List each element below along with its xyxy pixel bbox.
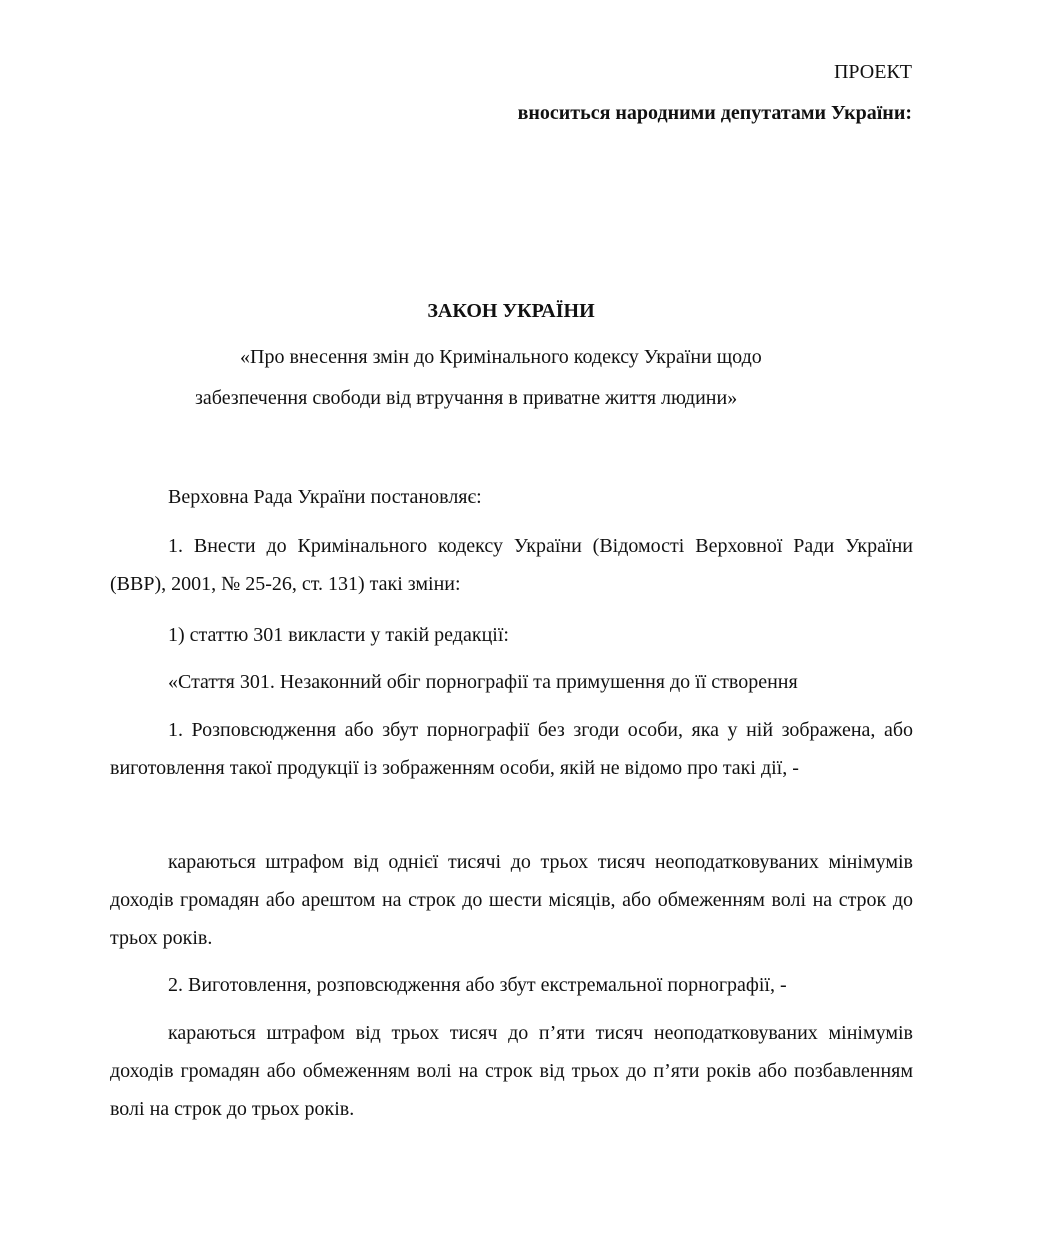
preamble: Верховна Рада України постановляє: — [168, 486, 482, 508]
document-subject-line-1: «Про внесення змін до Кримінального кодексу України щодо — [240, 346, 762, 368]
penalty-part-1: караються штрафом від однієї тисячі до трьох тисяч неоподатковуваних мінімумів доходів громадян або арештом на строк до шести місяців, або обмеженням волі на строк до трьох років. — [110, 851, 913, 949]
document-subject-line-2: забезпечення свободи від втручання в приватне життя людини» — [195, 387, 738, 409]
article-part-1: 1. Розповсюдження або збут порнографії без згоди особи, яка у ній зображена, або виготовлення такої продукції із зображенням особи, якій не відомо про такі дії, - — [110, 719, 913, 779]
sub-item-1: 1) статтю 301 викласти у такій редакції: — [168, 624, 509, 646]
article-301-heading: «Стаття 301. Незаконний обіг порнографії та примушення до її створення — [168, 671, 798, 693]
article-part-2: 2. Виготовлення, розповсюдження або збут екстремальної порнографії, - — [168, 974, 787, 996]
submitted-by-line: вноситься народними депутатами України: — [517, 102, 912, 124]
draft-label: ПРОЕКТ — [833, 61, 912, 83]
document-type-title: ЗАКОН УКРАЇНИ — [427, 300, 595, 322]
amendment-item-1: 1. Внести до Кримінального кодексу України (Відомості Верховної Ради України (ВВР), 2001, № 25-26, ст. 131) такі зміни: — [110, 535, 913, 595]
penalty-part-2: караються штрафом від трьох тисяч до п’яти тисяч неоподатковуваних мінімумів доходів громадян або обмеженням волі на строк від трьох до п’яти років або позбавленням волі на строк до трьох років. — [110, 1022, 913, 1120]
